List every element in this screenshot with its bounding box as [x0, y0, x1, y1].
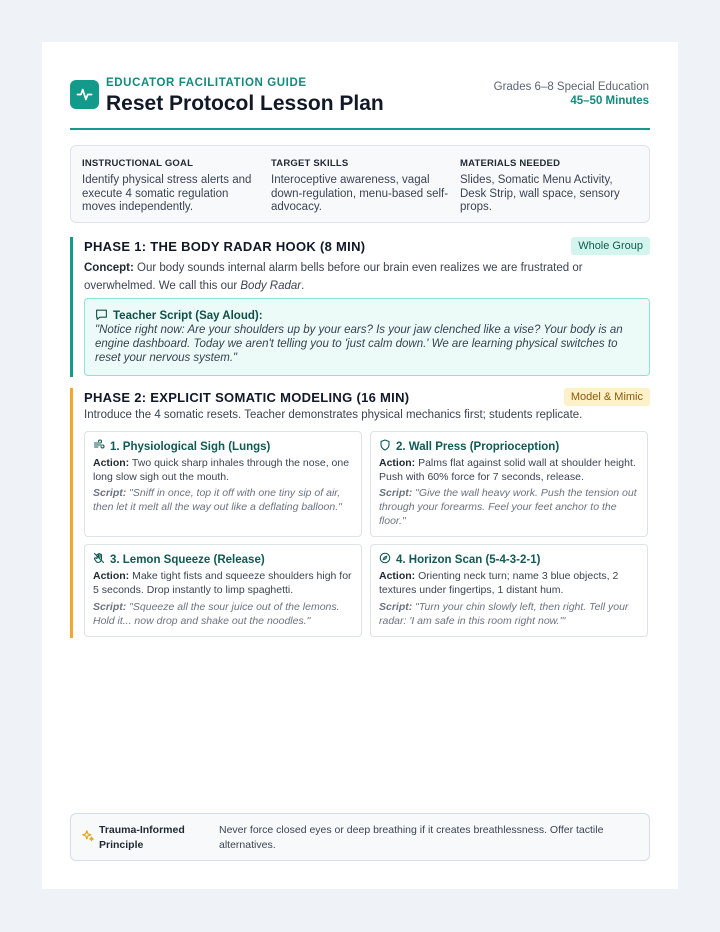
action-text: Orienting neck turn; name 3 blue objects, 2 textures under fingertips, 1 distant hum. — [379, 570, 619, 596]
script-text: "Turn your chin slowly left, then right. Tell your radar: 'I am safe in this room right now.'" — [379, 601, 629, 627]
lesson-duration: 45–50 Minutes — [570, 95, 649, 107]
card-script — [93, 486, 355, 514]
card-title — [379, 552, 540, 567]
target-skills — [271, 158, 451, 215]
script-text: "Sniff in once, top it off with one tiny sip of air, then let it melt all the way out like a deflating balloon." — [93, 487, 342, 513]
concept-text: Our body sounds internal alarm bells before our brain even realizes we are frustrated or overwhelmed. We call this our — [84, 262, 583, 292]
card-script — [379, 486, 641, 528]
card-action — [379, 457, 641, 484]
teacher-script-heading — [95, 308, 263, 324]
phase-2-accent-bar — [70, 388, 73, 638]
teacher-script-box — [84, 298, 650, 376]
concept-term: Body Radar — [240, 280, 302, 292]
principle-text: Never force closed eyes or deep breathing if it creates breathlessness. Offer tactile alternatives. — [219, 824, 604, 851]
script-label: Script: — [379, 601, 413, 613]
concept-end: . — [301, 280, 305, 292]
action-label: Action: — [93, 570, 130, 582]
goal-heading: INSTRUCTIONAL GOAL — [82, 158, 194, 169]
script-label: Script: — [93, 487, 127, 499]
overview-panel — [70, 145, 650, 223]
teacher-script-text: "Notice right now: Are your shoulders up by your ears? Is your jaw clenched like a vise? Your body is an engine dashboard. Today we aren't telling you to 'just calm down.' We are learning physical switches to reset your nervous system." — [95, 324, 623, 364]
header-divider — [70, 128, 650, 130]
phase-1-title: PHASE 1: THE BODY RADAR HOOK (8 MIN) — [84, 239, 366, 254]
materials-heading: MATERIALS NEEDED — [460, 158, 561, 169]
skills-heading: TARGET SKILLS — [271, 158, 349, 169]
card-title — [93, 552, 265, 567]
phase-1-section — [70, 237, 650, 377]
card-action — [93, 570, 355, 597]
reset-card-physiological-sigh — [84, 431, 362, 537]
action-label: Action: — [93, 457, 130, 469]
card-title-text: 4. Horizon Scan (5-4-3-2-1) — [396, 553, 541, 566]
phase-2-title: PHASE 2: EXPLICIT SOMATIC MODELING (16 MIN) — [84, 390, 410, 405]
action-label: Action: — [379, 457, 416, 469]
card-action — [379, 570, 641, 597]
action-text: Make tight fists and squeeze shoulders high for 5 seconds. Drop instantly to limp spaghetti. — [93, 570, 352, 596]
card-action — [93, 457, 355, 484]
pulse-icon — [70, 80, 99, 109]
phase-1-badge: Whole Group — [571, 237, 650, 255]
script-heading-label: Teacher Script (Say Aloud): — [113, 310, 263, 322]
concept-label: Concept: — [84, 262, 134, 274]
compass-icon — [379, 552, 391, 567]
reset-card-wall-press — [370, 431, 648, 537]
card-title — [379, 439, 559, 454]
script-text: "Give the wall heavy work. Push the tension out through your forearms. Feel your feet anchor to the floor." — [379, 487, 637, 527]
card-script — [93, 600, 355, 628]
action-text: Palms flat against solid wall at shoulder height. Push with 60% force for 7 seconds, release. — [379, 457, 636, 483]
principle-label: Trauma-Informed Principle — [99, 824, 185, 851]
reset-card-lemon-squeeze — [84, 544, 362, 637]
script-text: "Squeeze all the sour juice out of the lemons. Hold it... now drop and shake out the noodles." — [93, 601, 340, 627]
grade-level: Grades 6–8 Special Education — [493, 81, 649, 93]
guide-eyebrow: EDUCATOR FACILITATION GUIDE — [106, 77, 307, 89]
speech-bubble-icon — [95, 308, 108, 324]
reset-card-horizon-scan — [370, 544, 648, 637]
action-text: Two quick sharp inhales through the nose, one long slow sigh out the mouth. — [93, 457, 350, 483]
sparkle-icon — [81, 829, 95, 848]
action-label: Action: — [379, 570, 416, 582]
shield-icon — [379, 439, 391, 454]
page-title: Reset Protocol Lesson Plan — [106, 92, 384, 115]
wind-icon — [93, 439, 105, 454]
card-script — [379, 600, 641, 628]
goal-text: Identify physical stress alerts and execute 4 somatic regulation moves independently. — [82, 174, 252, 213]
script-label: Script: — [379, 487, 413, 499]
materials-needed — [460, 158, 640, 215]
card-title-text: 2. Wall Press (Proprioception) — [396, 440, 560, 453]
phase-2-section — [70, 388, 650, 638]
script-label: Script: — [93, 601, 127, 613]
card-title-text: 3. Lemon Squeeze (Release) — [110, 553, 265, 566]
materials-text: Slides, Somatic Menu Activity, Desk Strip, wall space, sensory props. — [460, 174, 620, 213]
lesson-plan-page — [42, 42, 678, 889]
phase-1-concept — [84, 259, 650, 295]
hand-off-icon — [93, 552, 105, 567]
phase-2-badge: Model & Mimic — [564, 388, 650, 406]
phase-2-intro: Introduce the 4 somatic resets. Teacher demonstrates physical mechanics first; students replicate. — [84, 409, 583, 421]
card-title — [93, 439, 270, 454]
phase-1-accent-bar — [70, 237, 73, 377]
instructional-goal — [82, 158, 262, 215]
card-title-text: 1. Physiological Sigh (Lungs) — [110, 440, 271, 453]
skills-text: Interoceptive awareness, vagal down-regulation, menu-based self-advocacy. — [271, 174, 449, 213]
trauma-informed-principle — [70, 813, 650, 861]
